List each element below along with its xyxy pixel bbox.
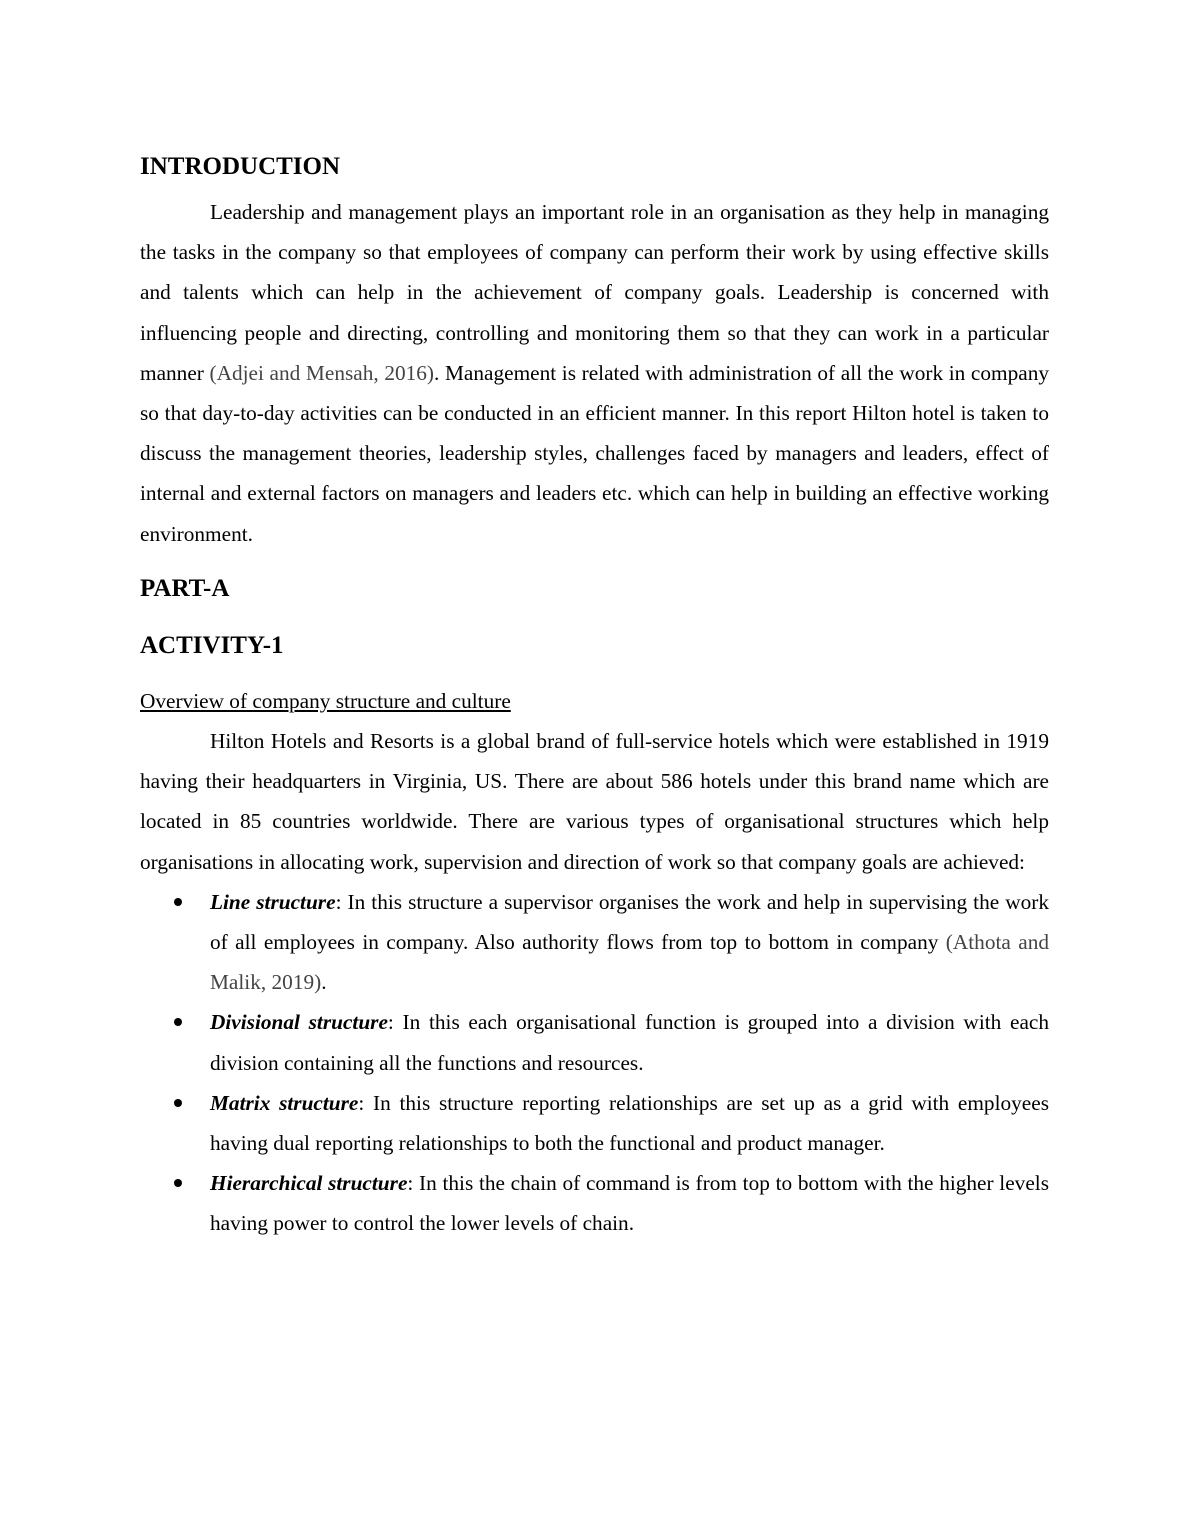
bullet-icon bbox=[174, 1018, 182, 1026]
structure-text: : In this each organisational function is grouped into a division with each division containing all the functions and resources. bbox=[210, 1010, 1049, 1075]
structure-text: : In this structure reporting relationships are set up as a grid with employees having dual reporting relationships to both the functional and product manager. bbox=[210, 1090, 1049, 1156]
structure-term: Hierarchical structure bbox=[210, 1171, 408, 1196]
introduction-heading: INTRODUCTION bbox=[140, 153, 341, 180]
structure-tail: . bbox=[321, 970, 327, 995]
structure-term: Divisional structure bbox=[210, 1010, 388, 1035]
bullet-icon bbox=[174, 1099, 182, 1107]
document-page bbox=[140, 150, 1049, 1244]
structure-term: Matrix structure bbox=[210, 1090, 359, 1115]
overview-paragraph: Hilton Hotels and Resorts is a global brand of full-service hotels which were established in 1919 having their headquarters in Virginia, US. There are about 586 hotels under this brand name which are located in 85 countries worldwide. There are various types of organisational structures which help organisations in allocating work, supervision and direction of work so that company goals are achieved: bbox=[140, 729, 1049, 874]
bullet-icon bbox=[174, 1179, 182, 1187]
list-item-matrix-structure bbox=[140, 1083, 1049, 1163]
intro-text-start: Leadership and management plays an important role in an organisation as they help in managing the tasks in the company so that employees of company can perform their work by using effective skills and talents which can help in the achievement of company goals. Leadership is concerned with influencing people and directing, controlling and monitoring them so that they can work in a particular manner bbox=[140, 200, 1049, 385]
structure-citation: (Athota and Malik, 2019) bbox=[210, 930, 1049, 995]
list-item-line-structure bbox=[140, 882, 1049, 1003]
activity-1-heading: ACTIVITY-1 bbox=[140, 631, 284, 659]
structure-text: : In this structure a supervisor organises the work and help in supervising the work of all employees in company. Also authority flows from top to bottom in company bbox=[210, 889, 1050, 955]
overview-subheading: Overview of company structure and culture bbox=[140, 688, 511, 713]
introduction-paragraph bbox=[140, 192, 1049, 554]
structure-list bbox=[140, 882, 1049, 1244]
structure-text: : In this the chain of command is from top to bottom with the higher levels having power to control the lower levels of chain. bbox=[210, 1171, 1049, 1236]
intro-text-end: . Management is related with administration of all the work in company so that day-to-day activities can be conducted in an efficient manner. In this report Hilton hotel is taken to discuss the management theories, leadership styles, challenges faced by managers and leaders, effect of internal and external factors on managers and leaders etc. which can help in building an effective working environment. bbox=[140, 360, 1049, 546]
structure-term: Line structure bbox=[210, 889, 336, 914]
part-a-heading: PART-A bbox=[140, 574, 230, 602]
intro-citation: (Adjei and Mensah, 2016) bbox=[209, 360, 435, 385]
list-item-hierarchical-structure bbox=[140, 1163, 1049, 1243]
list-item-divisional-structure bbox=[140, 1002, 1049, 1082]
bullet-icon bbox=[174, 898, 182, 906]
